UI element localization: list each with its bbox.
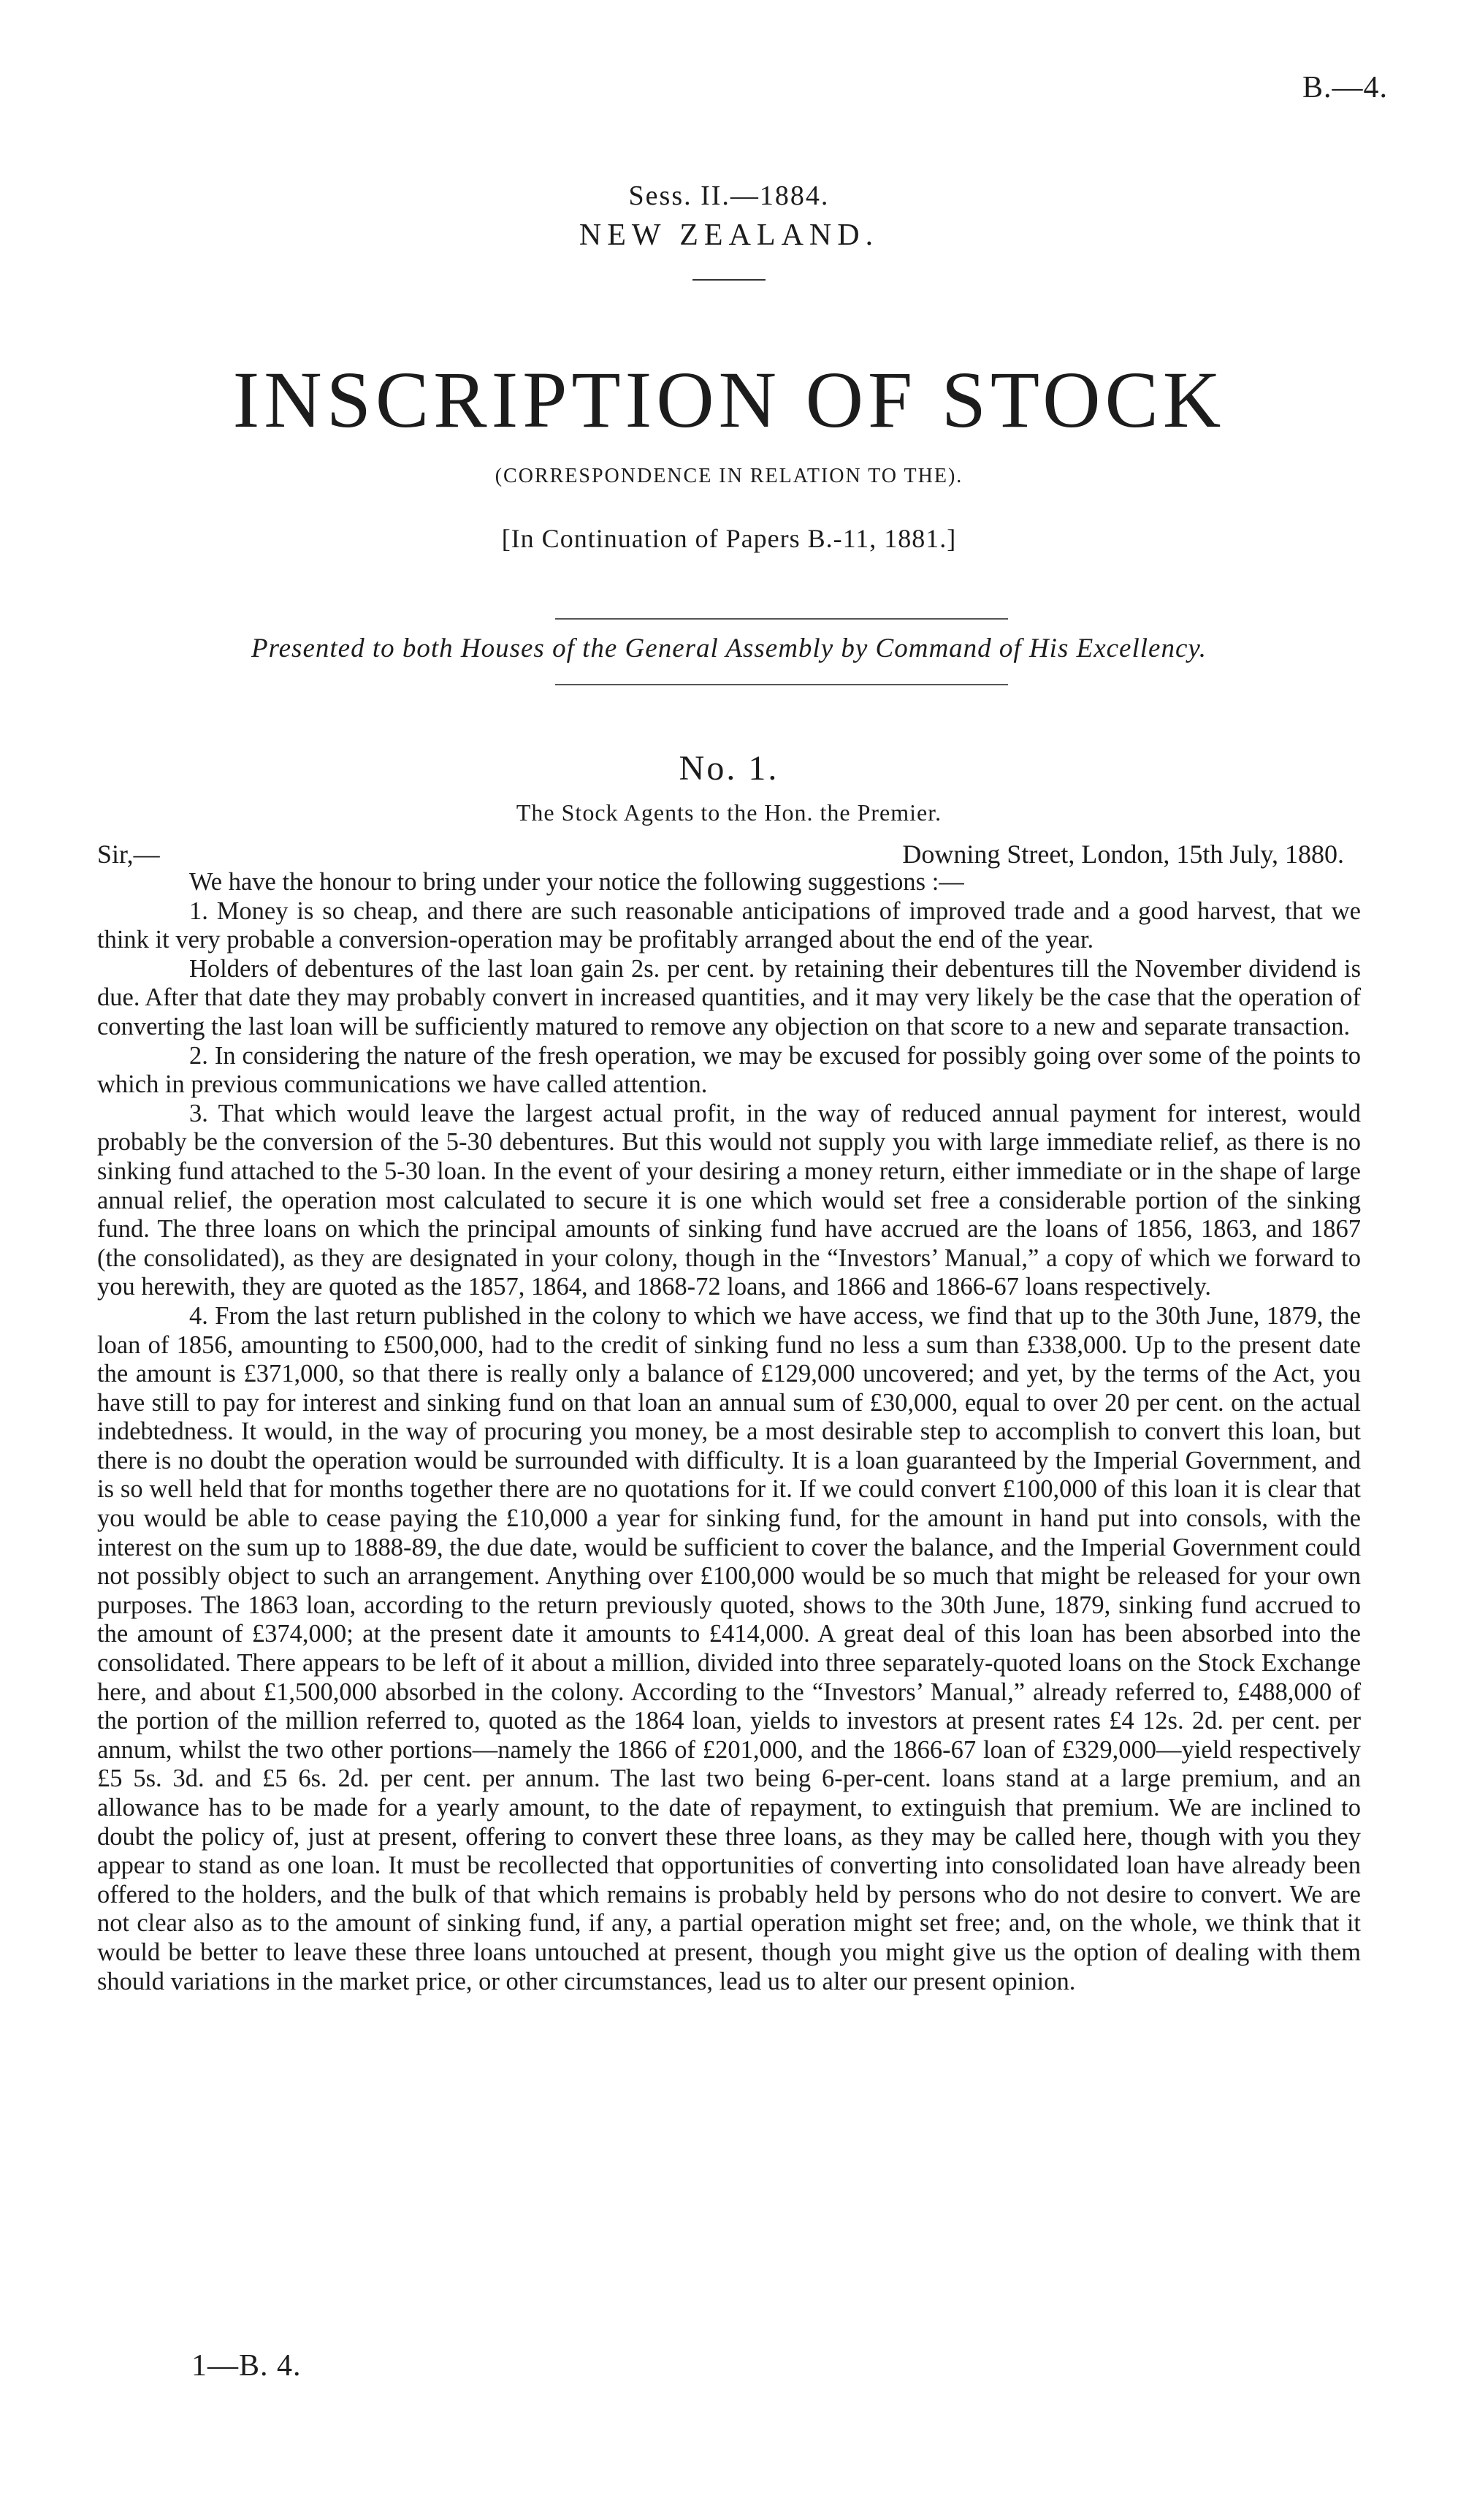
presentation-statement: Presented to both Houses of the General Assembly by Command of His Excellency.	[251, 633, 1207, 663]
divider-bottom	[555, 684, 1008, 685]
page-signature-code: 1—B. 4.	[191, 2349, 302, 2383]
letter-body	[97, 868, 1361, 1996]
salutation: Sir,—	[97, 840, 160, 869]
document-subtitle: (CORRESPONDENCE IN RELATION TO THE).	[495, 465, 963, 487]
paragraph-1-continued: Holders of debentures of the last loan gain 2s. per cent. by retaining their debentures till the November dividend is due. After that date they may probably convert in increased quantities, and it may very likely be the case that the operation of converting the last loan will be sufficiently matured to remove any objection on that score to a new and separate transaction.	[97, 954, 1361, 1040]
session-line: Sess. II.—1884.	[628, 180, 830, 211]
paragraph-3: 3. That which would leave the largest actual profit, in the way of reduced annual payment for interest, would probably be the conversion of the 5-30 debentures. But this would not supply you with large immediate relief, as there is no sinking fund attached to the 5-30 loan. In the event of your desiring a money return, either immediate or in the shape of large annual relief, the operation most calculated to secure it is one which would set free a considerable portion of the sinking fund. The three loans on which the principal amounts of sinking fund have accrued are the loans of 1856, 1863, and 1867 (the consolidated), as they are designated in your colony, though in the “Investors’ Manual,” a copy of which we forward to you herewith, they are quoted as the 1857, 1864, and 1868-72 loans, and 1866 and 1866-67 loans respectively.	[97, 1099, 1361, 1301]
paragraph-1: 1. Money is so cheap, and there are such reasonable anticipations of improved trade and a good harvest, that we think it very probable a conversion-operation may be profitably arranged about the end of the year.	[97, 897, 1361, 954]
letter-sender-recipient: The Stock Agents to the Hon. the Premier.	[516, 799, 942, 826]
divider-top	[555, 618, 1008, 620]
paragraph-intro: We have the honour to bring under your notice the following suggestions :—	[189, 868, 964, 896]
continuation-note: [In Continuation of Papers B.-11, 1881.]	[501, 524, 957, 553]
paragraph-4: 4. From the last return published in the colony to which we have access, we find that up to the 30th June, 1879, the loan of 1856, amounting to £500,000, had to the credit of sinking fund no less a sum than £338,000. Up to the present date the amount is £371,000, so that there is really only a balance of £129,000 uncovered; and yet, by the terms of the Act, you have still to pay for interest and sinking fund on that loan an annual sum of £30,000, equal to over 20 per cent. on the actual indebtedness. It would, in the way of procuring you money, be a most desirable step to accomplish to convert this loan, but there is no doubt the operation would be surrounded with difficulty. It is a loan guaranteed by the Imperial Government, and is so well held that for months together there are no quotations for it. If we could convert £100,000 of this loan it is clear that you would be able to cease paying the £10,000 a year for sinking fund, for the amount in hand put into consols, with the interest on the sum up to 1888-89, the due date, would be sufficient to cover the balance, and the Imperial Government could not possibly object to such an arrangement. Anything over £100,000 would be so much that might be released for your own purposes. The 1863 loan, according to the return previously quoted, shows to the 30th June, 1879, sinking fund accrued to the amount of £374,000; at the present date it amounts to £414,000. A great deal of this loan has been absorbed into the consolidated. There appears to be left of it about a million, divided into three separately-quoted loans on the Stock Exchange here, and about £1,500,000 absorbed in the colony. According to the “Investors’ Manual,” already referred to, £488,000 of the portion of the million referred to, quoted as the 1864 loan, yields to investors at present rates £4 12s. 2d. per cent. per annum, whilst the two other portions—namely the 1866 of £201,000, and the 1866-67 loan of £329,000—yield respectively £5 5s. 3d. and £5 6s. 2d. per cent. per annum. The last two being 6-per-cent. loans stand at a large premium, and an allowance has to be made for a yearly amount, to the date of repayment, to extinguish that premium. We are inclined to doubt the policy of, just at present, offering to convert these three loans, as they may be called here, though with you they appear to stand as one loan. It must be recollected that opportunities of converting into consolidated loan have already been offered to the holders, and the bulk of that which remains is probably held by persons who do not desire to convert. We are not clear also as to the amount of sinking fund, if any, a partial operation might set free; and, on the whole, we think that it would be better to leave these three loans untouched at present, though you might give us the option of dealing with them should variations in the market price, or other circumstances, lead us to alter our present opinion.	[97, 1301, 1361, 1995]
short-divider	[692, 279, 766, 281]
letter-number: No. 1.	[679, 749, 779, 788]
document-title: INSCRIPTION OF STOCK	[232, 355, 1226, 444]
letter-dateline: Downing Street, London, 15th July, 1880.	[902, 840, 1344, 869]
paragraph-2: 2. In considering the nature of the fresh operation, we may be excused for possibly going over some of the points to which in previous communications we have called attention.	[97, 1041, 1361, 1099]
country-heading: NEW ZEALAND.	[579, 218, 879, 252]
document-reference-code: B.—4.	[1302, 71, 1388, 104]
